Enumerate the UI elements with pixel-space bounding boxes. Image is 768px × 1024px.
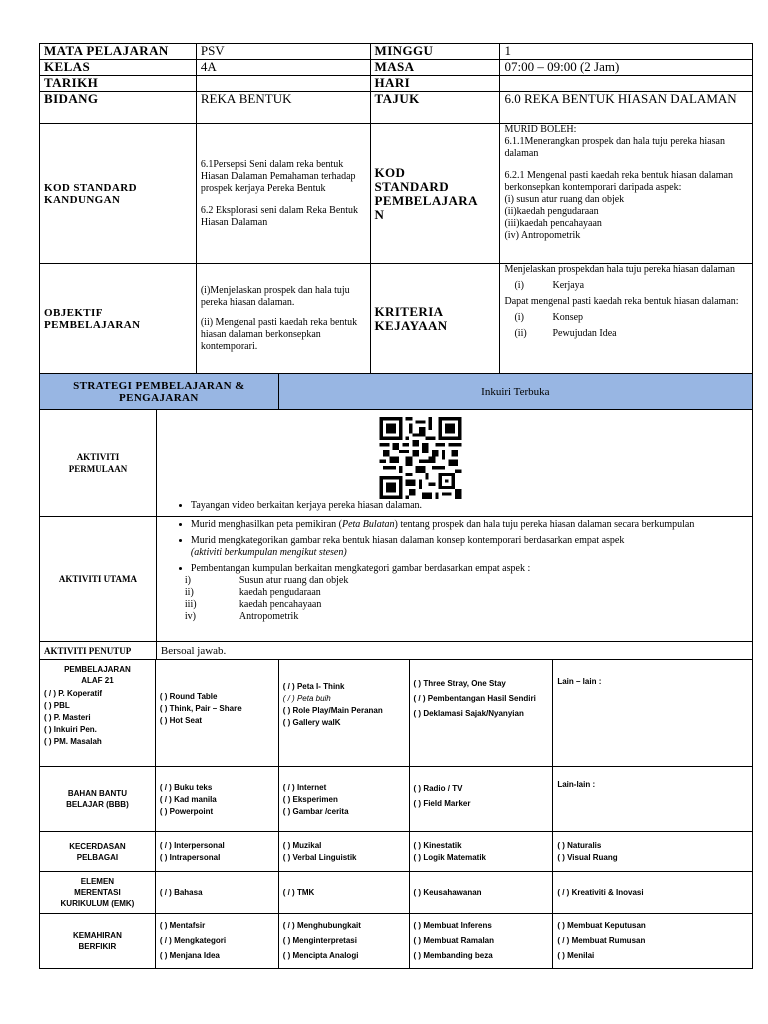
aktiviti-permulaan-label-2: PERMULAAN	[68, 464, 128, 474]
list-item: ( ) Membuat Keputusan	[557, 921, 646, 930]
list-item: ( ) Mentafsir	[159, 921, 206, 930]
kemahiran-label-1: KEMAHIRAN	[72, 931, 122, 940]
list-item: ( / ) Menghubungkait	[282, 921, 361, 930]
list-item: ( ) Inkuiri Pen.	[44, 725, 97, 734]
minggu-label: MINGGU	[370, 44, 500, 60]
aktiviti-utama-label: AKTIVITI UTAMA	[40, 517, 157, 642]
list-item: ( ) Visual Ruang	[557, 853, 618, 862]
list-item: ( ) Logik Matematik	[413, 853, 486, 862]
emk-col-2: ( / ) TMK	[278, 872, 409, 914]
b2-italic: (aktiviti berkumpulan mengikut stesen)	[190, 547, 347, 558]
ksp-l3: 6.2.1 Mengenal pasti kaedah reka bentuk hiasan dalaman berkonsepkan kontemporari daripada aspek:	[504, 170, 733, 193]
pak21-col-1	[155, 660, 278, 767]
kriteria-v1: Kerjaya	[552, 280, 585, 291]
list-item: iv) Antropometrik	[184, 611, 299, 622]
bbb-label	[40, 767, 156, 832]
objektif-p1: (i)Menjelaskan prospek dan hala tuju pereka hiasan dalaman.	[200, 284, 350, 308]
list-item: ( ) Round Table	[159, 692, 218, 701]
tajuk-value: 6.0 REKA BENTUK HIASAN DALAMAN	[500, 92, 753, 124]
list-item: ( ) Membuat Ramalan	[413, 936, 495, 945]
kriteria-l1: Menjelaskan prospekdan hala tuju pereka hiasan dalaman	[504, 264, 735, 275]
emk-col-4: ( / ) Kreativiti & Inovasi	[553, 872, 753, 914]
minggu-value: 1	[500, 44, 753, 60]
ksp-l4: (i) susun atur ruang dan objek	[504, 194, 625, 205]
list-item: ( ) Naturalis	[557, 841, 602, 850]
aktiviti-penutup-label: AKTIVITI PENUTUP	[40, 642, 157, 660]
strategi-label: STRATEGI PEMBELAJARAN & PENGAJARAN	[40, 374, 279, 410]
list-item: ( / ) Kad manila	[159, 795, 217, 804]
tajuk-label: TAJUK	[370, 92, 500, 124]
list-item: ( ) Powerpoint	[159, 807, 214, 816]
list-item: ( / ) Membuat Rumusan	[557, 936, 646, 945]
lesson-header-table	[39, 43, 753, 374]
list-item: ( ) Think, Pair – Share	[159, 704, 242, 713]
list-item: ( ) Kinestatik	[413, 841, 462, 850]
strategi-value: Inkuiri Terbuka	[278, 374, 752, 410]
emk-col-1: ( / ) Bahasa	[155, 872, 278, 914]
list-item: ( ) Gallery walK	[282, 718, 341, 727]
list-item: ( ) Intrapersonal	[159, 853, 221, 862]
kemahiran-col-3	[409, 914, 553, 969]
kecerdasan-col-2	[278, 832, 409, 872]
kriteria-v3: Pewujudan Idea	[552, 328, 617, 339]
ksp-label-4: N	[374, 206, 385, 222]
ksp-content	[500, 124, 753, 264]
list-item: ( / ) Interpersonal	[159, 841, 225, 850]
b1-italic: Peta Bulatan	[341, 519, 395, 530]
pak21-col-3	[409, 660, 553, 767]
ksp-l1: MURID BOLEH:	[504, 124, 577, 135]
list-item: ( ) P. Masteri	[44, 713, 91, 722]
ksk-label-1: KOD STANDARD	[44, 181, 137, 194]
list-item: ( ) Hot Seat	[159, 716, 203, 725]
kecerdasan-col-3	[409, 832, 553, 872]
list-item: ( ) Verbal Linguistik	[282, 853, 357, 862]
kriteria-label-1: KRITERIA	[374, 303, 444, 319]
ksp-label-1: KOD	[374, 164, 406, 180]
list-item: ( ) Membanding beza	[413, 951, 493, 960]
ksp-label	[370, 124, 500, 264]
kemahiran-col-2	[278, 914, 409, 969]
masa-value: 07:00 – 09:00 (2 Jam)	[500, 60, 753, 76]
kriteria-n1: (i)	[514, 280, 524, 291]
kriteria-n3: (ii)	[514, 328, 527, 339]
list-item: ( ) PBL	[44, 701, 70, 710]
list-item: ( / ) P. Koperatif	[44, 689, 103, 698]
list-item: ( / ) Peta I- Think	[282, 682, 345, 691]
aktiviti-permulaan-label	[40, 410, 157, 517]
list-item: ( ) Three Stray, One Stay	[413, 679, 506, 688]
ksp-l7: (iv) Antropometrik	[504, 230, 581, 241]
list-item: ( ) Mencipta Analogi	[282, 951, 359, 960]
list-item: ii) kaedah pengudaraan	[184, 587, 321, 598]
pak21-label-2: ALAF 21	[81, 676, 114, 685]
ksp-l6: (iii)kaedah pencahayaan	[504, 218, 602, 229]
list-item: i) Susun atur ruang dan objek	[184, 575, 349, 586]
list-item: ( ) Radio / TV	[413, 784, 463, 793]
ksk-label-2: KANDUNGAN	[44, 193, 121, 206]
kelas-label: KELAS	[40, 60, 197, 76]
kemahiran-col-4	[553, 914, 753, 969]
kecerdasan-col-1	[155, 832, 278, 872]
tarikh-value	[196, 76, 370, 92]
list-item: ( ) Muzikal	[282, 841, 322, 850]
hari-label: HARI	[370, 76, 500, 92]
bbb-col-4: Lain-lain :	[553, 767, 753, 832]
aktiviti-utama-b3: • Pembentangan kumpulan berkaitan mengkategori gambar berdasarkan empat aspek :	[191, 563, 748, 575]
masa-label: MASA	[370, 60, 500, 76]
pak21-label	[40, 660, 156, 767]
bidang-label: BIDANG	[40, 92, 197, 124]
kriteria-content	[500, 264, 753, 374]
list-item: ( ) Deklamasi Sajak/Nyanyian	[413, 709, 524, 718]
list-item: ( ) Field Marker	[413, 799, 471, 808]
objektif-label-2: PEMBELAJARAN	[44, 318, 141, 331]
list-item: ( ) Membuat Inferens	[413, 921, 492, 930]
emk-label-3: KURIKULUM (EMK)	[60, 899, 135, 908]
list-item: ( / ) Mengkategori	[159, 936, 227, 945]
emk-label	[40, 872, 156, 914]
kecerdasan-col-4	[553, 832, 753, 872]
bbb-col-1	[155, 767, 278, 832]
ksp-label-2: STANDARD	[374, 178, 449, 194]
kriteria-item-2	[504, 312, 748, 324]
objektif-label	[40, 264, 197, 374]
list-item: ( ) Role Play/Main Peranan	[282, 706, 383, 715]
list-item: ( ) Menilai	[557, 951, 595, 960]
ksk-content	[196, 124, 370, 264]
kemahiran-label	[40, 914, 156, 969]
kriteria-label	[370, 264, 500, 374]
kriteria-l2: Dapat mengenal pasti kaedah reka bentuk hiasan dalaman:	[504, 296, 739, 307]
list-item: iii) kaedah pencahayaan	[184, 599, 322, 610]
list-item: ( / ) Peta buih	[282, 694, 331, 703]
pak21-col-4: Lain – lain :	[553, 660, 753, 767]
kriteria-n2: (i)	[514, 312, 524, 323]
kriteria-item-3	[504, 328, 748, 340]
qr-code-icon	[378, 417, 463, 499]
list-item: ( / ) Buku teks	[159, 783, 213, 792]
list-item: ( ) PM. Masalah	[44, 737, 102, 746]
kriteria-item-1	[504, 280, 748, 292]
ksk-p1: 6.1Persepsi Seni dalam reka bentuk Hiasan Dalaman Pemahaman terhadap prospek kerjaya Pereka Bentuk	[200, 158, 356, 194]
kecerdasan-label	[40, 832, 156, 872]
list-item: ( ) Gambar /cerita	[282, 807, 349, 816]
objektif-p2: (ii) Mengenal pasti kaedah reka bentuk hiasan dalaman berkonsepkan kontemporari.	[200, 316, 358, 352]
aktiviti-permulaan-label-1: AKTIVITI	[76, 452, 120, 462]
pak21-label-1: PEMBELAJARAN	[64, 665, 131, 674]
tarikh-label: TARIKH	[40, 76, 197, 92]
kecerdasan-label-1: KECERDASAN	[69, 841, 126, 851]
aktiviti-permulaan-bullet: • Tayangan video berkaitan kerjaya pereka hiasan dalaman.	[191, 500, 748, 512]
mata-pelajaran-label: MATA PELAJARAN	[40, 44, 197, 60]
bidang-value: REKA BENTUK	[196, 92, 370, 124]
bbb-col-3	[409, 767, 553, 832]
kriteria-label-2: KEJAYAAN	[374, 317, 448, 333]
b2-text: Murid mengkategorikan gambar reka bentuk hiasan dalaman konsep kontemporari berdasarkan empat aspek	[190, 535, 625, 546]
kelas-value: 4A	[196, 60, 370, 76]
ksp-l5: (ii)kaedah pengudaraan	[504, 206, 599, 217]
emk-label-2: MERENTASI	[74, 888, 121, 897]
mata-pelajaran-value: PSV	[196, 44, 370, 60]
aktiviti-penutup-value: Bersoal jawab.	[156, 642, 752, 660]
objektif-content	[196, 264, 370, 374]
ksk-p2: 6.2 Eksplorasi seni dalam Reka Bentuk Hiasan Dalaman	[200, 204, 359, 228]
pak21-col-2	[278, 660, 409, 767]
ksp-l2: 6.1.1Menerangkan prospek dan hala tuju pereka hiasan dalaman	[504, 136, 725, 159]
kemahiran-col-1	[155, 914, 278, 969]
b1-b: ) tentang prospek dan hala tuju pereka hiasan dalaman secara berkumpulan	[394, 519, 695, 530]
hari-value	[500, 76, 753, 92]
list-item: ( / ) Internet	[282, 783, 327, 792]
objektif-label-1: OBJEKTIF	[44, 306, 103, 319]
bbb-label-1: BAHAN BANTU	[67, 789, 127, 798]
checklist-table	[39, 659, 753, 969]
emk-label-1: ELEMEN	[80, 877, 115, 886]
ksk-label	[40, 124, 197, 264]
kriteria-v2: Konsep	[552, 312, 584, 323]
kecerdasan-label-2: PELBAGAI	[76, 852, 119, 862]
aktiviti-utama-b1	[191, 519, 748, 531]
bbb-col-2	[278, 767, 409, 832]
b1-a: Murid menghasilkan peta pemikiran (	[190, 519, 342, 530]
list-item: ( ) Eksperimen	[282, 795, 338, 804]
aktiviti-utama-content	[156, 517, 752, 642]
aktiviti-utama-b2	[191, 535, 748, 559]
emk-col-3: ( ) Keusahawanan	[409, 872, 553, 914]
list-item: ( ) Menjana Idea	[159, 951, 220, 960]
list-item: ( ) Menginterpretasi	[282, 936, 357, 945]
bbb-label-2: BELAJAR (BBB)	[66, 800, 129, 809]
kemahiran-label-2: BERFIKIR	[78, 942, 117, 951]
list-item: ( / ) Pembentangan Hasil Sendiri	[413, 694, 536, 703]
ksp-label-3: PEMBELAJARA	[374, 192, 478, 208]
